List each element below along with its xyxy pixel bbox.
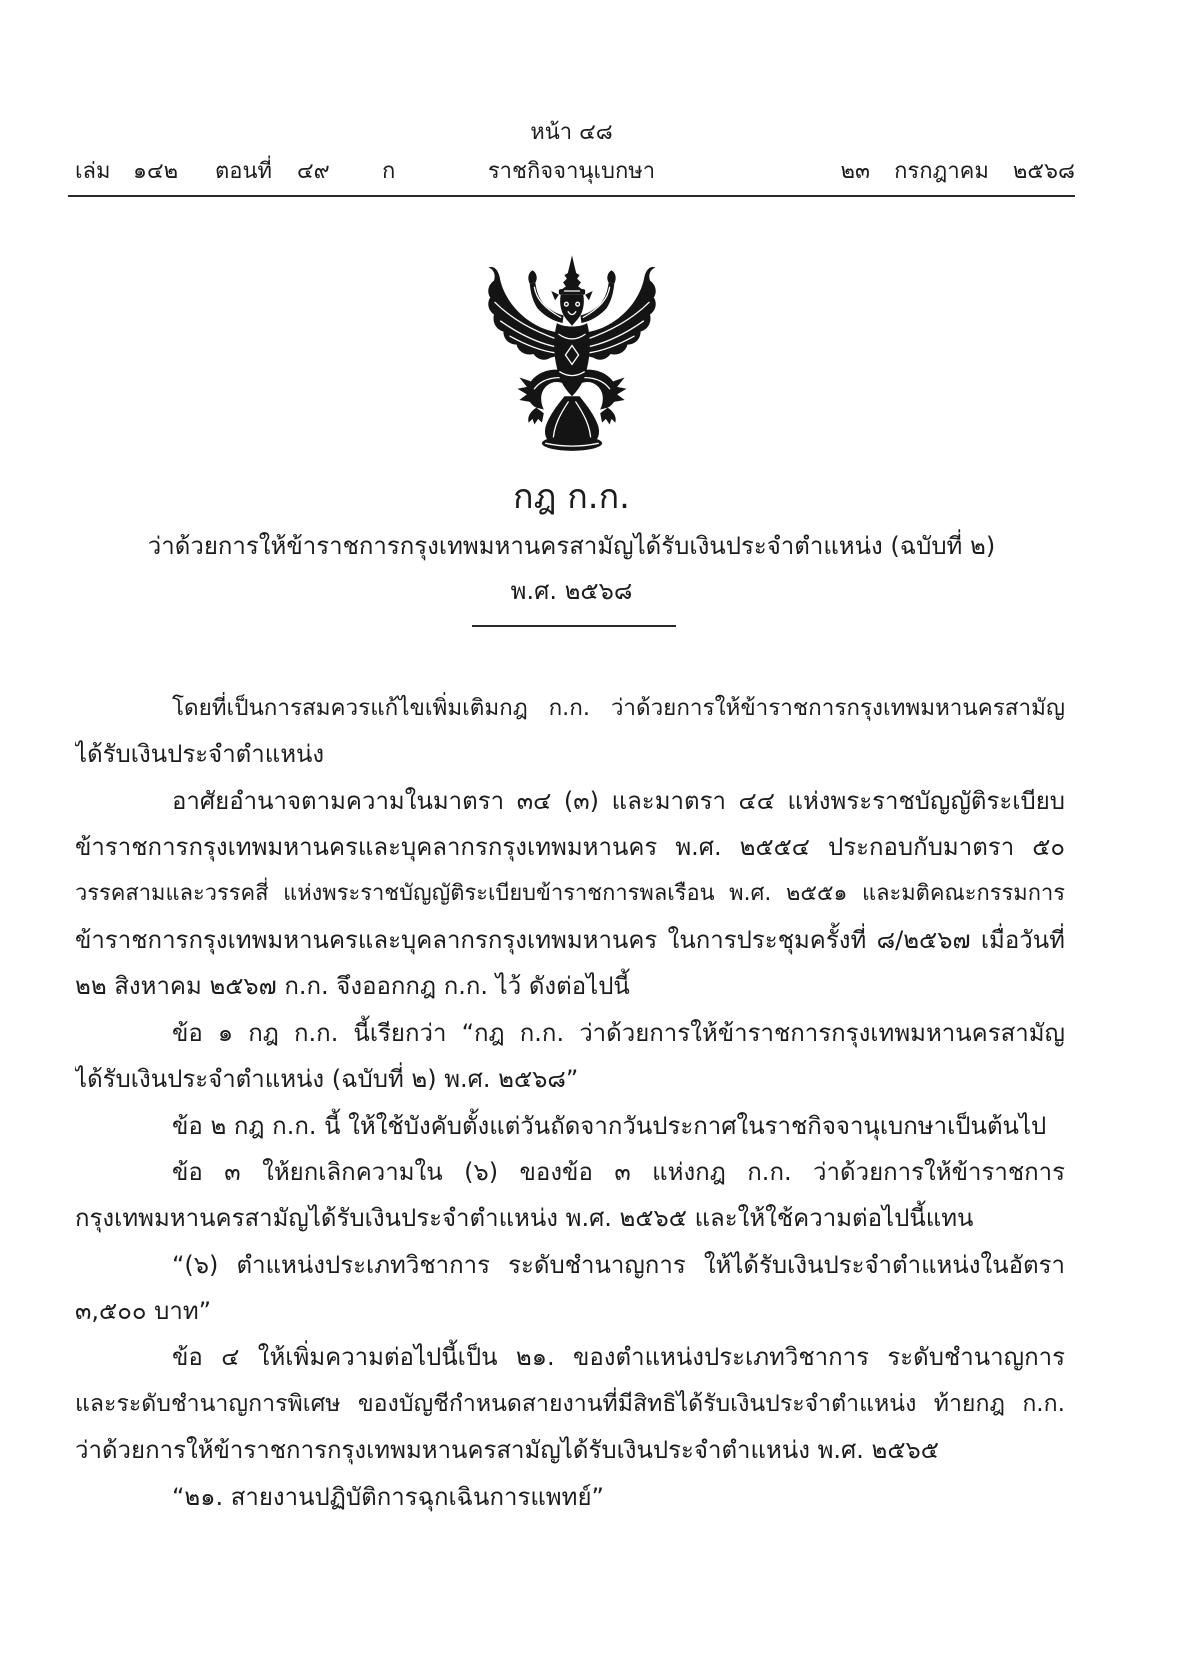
issue-number: ๔๙ (297, 159, 330, 184)
body-line: “๒๑. สายงานปฏิบัติการฉุกเฉินการแพทย์” (172, 1482, 604, 1511)
body-line: โดยที่เป็นการสมควรแก้ไขเพิ่มเติมกฎ ก.ก. ว่าด้วยการให้ข้าราชการกรุงเทพมหานครสามัญ (172, 695, 1065, 721)
body-line: ข้าราชการกรุงเทพมหานครและบุคลากรกรุงเทพมหานคร ในการประชุมครั้งที่ ๘/๒๕๖๗ เมื่อวันที่ (75, 925, 1065, 954)
body-line: ว่าด้วยการให้ข้าราชการกรุงเทพมหานครสามัญได้รับเงินประจำตำแหน่ง พ.ศ. ๒๕๖๕ (75, 1436, 939, 1465)
body-line: และระดับชำนาญการพิเศษ ของบัญชีกำหนดสายงานที่มีสิทธิได้รับเงินประจำตำแหน่ง ท้ายกฎ ก.ก. (75, 1390, 1065, 1417)
document-body (75, 685, 1065, 1520)
body-line: ข้อ ๓ ให้ยกเลิกความใน (๖) ของข้อ ๓ แห่งกฎ ก.ก. ว่าด้วยการให้ข้าราชการ (172, 1157, 1065, 1186)
date-month: กรกฎาคม (894, 159, 989, 184)
regulation-subject: ว่าด้วยการให้ข้าราชการกรุงเทพมหานครสามัญได้รับเงินประจำตำแหน่ง (ฉบับที่ ๒) (147, 532, 996, 560)
date-day: ๒๓ (840, 159, 871, 184)
clause-4-paragraph (75, 1334, 1065, 1473)
date-year: ๒๕๖๘ (1012, 159, 1075, 184)
body-line: ๒๒ สิงหาคม ๒๕๖๗ ก.ก. จึงออกกฎ ก.ก. ไว้ ดังต่อไปนี้ (75, 972, 630, 1001)
body-line: “(๖) ตำแหน่งประเภทวิชาการ ระดับชำนาญการ ให้ได้รับเงินประจำตำแหน่งในอัตรา (172, 1250, 1065, 1279)
publication-date (841, 157, 1075, 187)
clause-3-amendment-text (75, 1242, 1065, 1335)
body-line: ข้อ ๔ ให้เพิ่มความต่อไปนี้เป็น ๒๑. ของตำแหน่งประเภทวิชาการ ระดับชำนาญการ (172, 1343, 1065, 1372)
preamble-paragraph (75, 685, 1065, 778)
body-line: ได้รับเงินประจำตำแหน่ง (75, 740, 325, 769)
page-number: หน้า ๔๘ (530, 120, 613, 145)
body-line: ได้รับเงินประจำตำแหน่ง (ฉบับที่ ๒) พ.ศ. ๒๕๖๘” (75, 1065, 579, 1094)
gazette-name: ราชกิจจานุเบกษา (487, 159, 656, 184)
section-letter: ก (382, 159, 396, 184)
body-line: ๓,๕๐๐ บาท” (75, 1297, 212, 1326)
clause-2-paragraph (75, 1103, 1065, 1149)
volume-number: ๑๔๒ (133, 159, 179, 184)
clause-1-paragraph (75, 1010, 1065, 1103)
header-divider (68, 195, 1075, 197)
body-line: ข้อ ๒ กฎ ก.ก. นี้ ให้ใช้บังคับตั้งแต่วันถัดจากวันประกาศในราชกิจจานุเบกษาเป็นต้นไป (172, 1111, 1047, 1140)
clause-3-paragraph (75, 1149, 1065, 1242)
body-line: ข้อ ๑ กฎ ก.ก. นี้เรียกว่า “กฎ ก.ก. ว่าด้วยการให้ข้าราชการกรุงเทพมหานครสามัญ (172, 1018, 1065, 1047)
body-line: อาศัยอำนาจตามความในมาตรา ๓๔ (๓) และมาตรา ๔๔ แห่งพระราชบัญญัติระเบียบ (172, 786, 1065, 815)
volume-label: เล่ม (75, 159, 111, 184)
issue-label: ตอนที่ (215, 159, 273, 184)
clause-4-added-item (75, 1474, 1065, 1520)
title-divider (472, 625, 676, 627)
authority-paragraph (75, 778, 1065, 1010)
regulation-title: กฎ ก.ก. (512, 477, 630, 517)
body-line: ข้าราชการกรุงเทพมหานครและบุคลากรกรุงเทพมหานคร พ.ศ. ๒๕๕๔ ประกอบกับมาตรา ๕๐ (75, 833, 1065, 862)
garuda-emblem (478, 255, 666, 453)
body-line: กรุงเทพมหานครสามัญได้รับเงินประจำตำแหน่ง พ.ศ. ๒๕๖๕ และให้ใช้ความต่อไปนี้แทน (75, 1204, 974, 1233)
body-line: วรรคสามและวรรคสี่ แห่งพระราชบัญญัติระเบียบข้าราชการพลเรือน พ.ศ. ๒๕๕๑ และมติคณะกรรมการ (75, 880, 1065, 906)
regulation-year: พ.ศ. ๒๕๖๘ (510, 577, 633, 605)
